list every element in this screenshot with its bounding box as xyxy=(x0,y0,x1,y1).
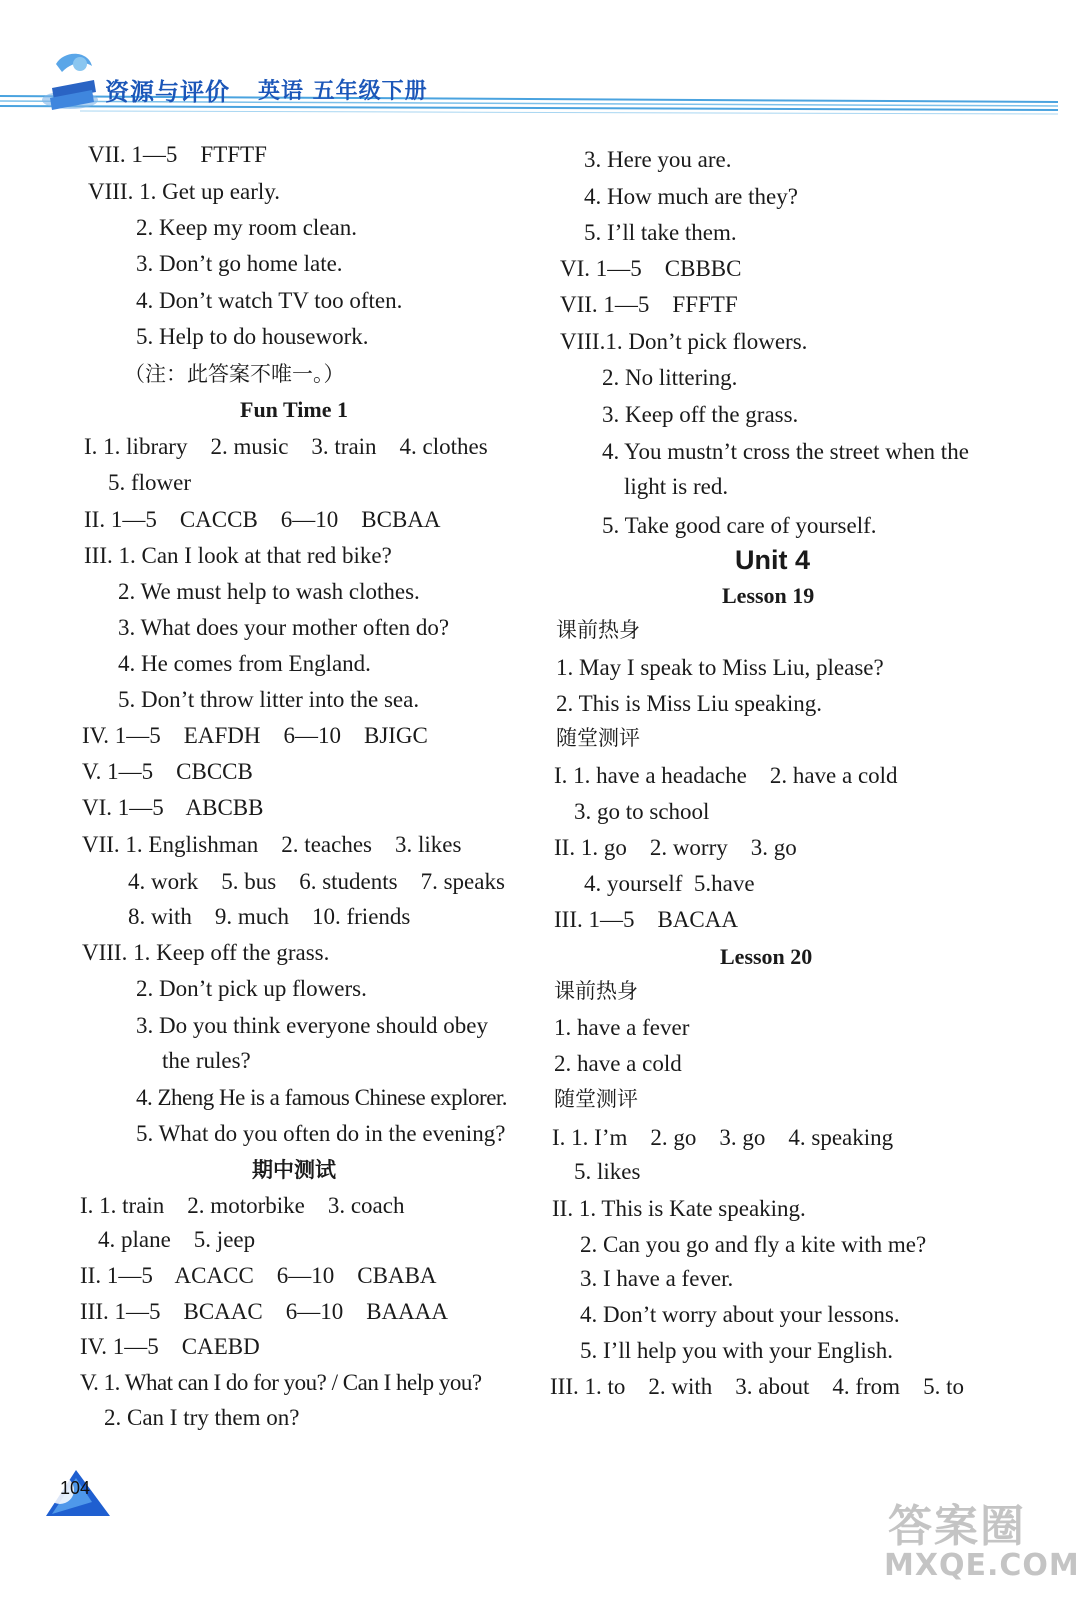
answer-line: VI. 1—5 ABCBB xyxy=(82,795,264,820)
answer-line: 2. have a cold xyxy=(554,1051,682,1076)
answer-line: 8. with 9. much 10. friends xyxy=(128,904,411,929)
answer-line: 2. Can I try them on? xyxy=(104,1405,300,1430)
answer-line: 4. Zheng He is a famous Chinese explorer. xyxy=(136,1085,508,1110)
page-header xyxy=(0,0,1081,135)
answer-line: 2. We must help to wash clothes. xyxy=(118,579,420,604)
answer-line: I. 1. train 2. motorbike 3. coach xyxy=(80,1193,405,1218)
section-heading: 期中测试 xyxy=(252,1158,336,1182)
lesson-heading: Lesson 19 xyxy=(722,583,815,608)
answer-line: I. 1. have a headache 2. have a cold xyxy=(554,763,898,788)
answer-line: 4. Don’t worry about your lessons. xyxy=(580,1302,900,1327)
answer-line: 4. work 5. bus 6. students 7. speaks xyxy=(128,869,505,894)
answer-line: 3. Here you are. xyxy=(584,147,732,172)
answer-line: VII. 1—5 FTFTF xyxy=(88,142,267,167)
subsection-heading: 课前热身 xyxy=(556,618,640,642)
answer-line: VIII.1. Don’t pick flowers. xyxy=(560,329,808,354)
lesson-heading: Lesson 20 xyxy=(720,944,813,969)
page-number: 104 xyxy=(60,1478,91,1498)
answer-line: 5. Help to do housework. xyxy=(136,324,369,349)
subsection-heading: 随堂测评 xyxy=(554,1087,638,1111)
answer-line: II. 1. This is Kate speaking. xyxy=(552,1196,806,1221)
answer-line: 4. He comes from England. xyxy=(118,651,371,676)
answer-line: 5. I’ll help you with your English. xyxy=(580,1338,894,1363)
answer-line: 4. plane 5. jeep xyxy=(98,1227,256,1252)
answer-line: I. 1. I’m 2. go 3. go 4. speaking xyxy=(552,1125,894,1150)
subsection-heading: 随堂测评 xyxy=(556,726,640,750)
answer-line: 5. What do you often do in the evening? xyxy=(136,1121,506,1146)
answer-line: III. 1. Can I look at that red bike? xyxy=(84,543,392,568)
answer-line: 5. likes xyxy=(574,1159,641,1184)
answer-line: VII. 1—5 FFFTF xyxy=(560,292,738,317)
answer-line: IV. 1—5 CAEBD xyxy=(80,1334,260,1359)
answer-line: 4. You mustn’t cross the street when the xyxy=(602,439,969,464)
answer-line: 3. Keep off the grass. xyxy=(602,402,799,427)
answer-line: 3. Do you think everyone should obey xyxy=(136,1013,488,1038)
answer-line: VIII. 1. Get up early. xyxy=(88,179,281,204)
answer-line: VII. 1. Englishman 2. teaches 3. likes xyxy=(82,832,462,857)
answer-line: light is red. xyxy=(624,474,729,499)
answer-line: 1. have a fever xyxy=(554,1015,690,1040)
answer-line: 2. No littering. xyxy=(602,365,738,390)
watermark-url: MXQE.COM xyxy=(884,1548,1080,1583)
brand-title: 资源与评价 xyxy=(105,78,230,106)
subsection-heading: 课前热身 xyxy=(554,979,638,1003)
answer-line: the rules? xyxy=(162,1048,251,1073)
book-stack-icon xyxy=(42,54,98,110)
note-line: （注：此答案不唯一。） xyxy=(124,362,345,386)
unit-heading: Unit 4 xyxy=(735,545,811,575)
answer-line: VIII. 1. Keep off the grass. xyxy=(82,940,330,965)
answer-line: II. 1. go 2. worry 3. go xyxy=(554,835,797,860)
section-heading: Fun Time 1 xyxy=(240,397,348,422)
answer-line: 5. I’ll take them. xyxy=(584,220,737,245)
answer-line: VI. 1—5 CBBBC xyxy=(560,256,742,281)
answer-line: III. 1—5 BACAA xyxy=(554,907,738,932)
answer-line: 2. Keep my room clean. xyxy=(136,215,357,240)
watermark-logo-text: 答案圈 xyxy=(888,1501,1026,1552)
page-number-badge xyxy=(42,1468,114,1518)
answer-line: 5. flower xyxy=(108,470,192,495)
answer-line: 5. Don’t throw litter into the sea. xyxy=(118,687,420,712)
answer-line: 4. How much are they? xyxy=(584,184,798,209)
answer-line: IV. 1—5 EAFDH 6—10 BJIGC xyxy=(82,723,428,748)
answer-line: 4. Don’t watch TV too often. xyxy=(136,288,403,313)
answer-line: 3. I have a fever. xyxy=(580,1266,734,1291)
book-title: 英语 五年级下册 xyxy=(258,79,428,104)
answer-line: V. 1—5 CBCCB xyxy=(82,759,253,784)
answer-line: 2. This is Miss Liu speaking. xyxy=(556,691,823,716)
answer-line: 1. May I speak to Miss Liu, please? xyxy=(556,655,884,680)
watermark xyxy=(880,1490,1080,1590)
answer-line: 5. Take good care of yourself. xyxy=(602,513,877,538)
answer-line: III. 1—5 BCAAC 6—10 BAAAA xyxy=(80,1299,448,1324)
answer-line: I. 1. library 2. music 3. train 4. clothes xyxy=(84,434,488,459)
answer-line: 4. yourself 5.have xyxy=(584,871,755,896)
answer-line: 3. Don’t go home late. xyxy=(136,251,343,276)
answer-line: V. 1. What can I do for you? / Can I help you? xyxy=(80,1370,482,1395)
answer-line: 2. Can you go and fly a kite with me? xyxy=(580,1232,927,1257)
answer-line: 2. Don’t pick up flowers. xyxy=(136,976,367,1001)
answer-line: II. 1—5 ACACC 6—10 CBABA xyxy=(80,1263,437,1288)
answer-line: 3. go to school xyxy=(574,799,710,824)
answer-line: II. 1—5 CACCB 6—10 BCBAA xyxy=(84,507,441,532)
answer-line: III. 1. to 2. with 3. about 4. from 5. to xyxy=(550,1374,964,1399)
header-decoration xyxy=(0,0,1081,135)
answer-line: 3. What does your mother often do? xyxy=(118,615,450,640)
